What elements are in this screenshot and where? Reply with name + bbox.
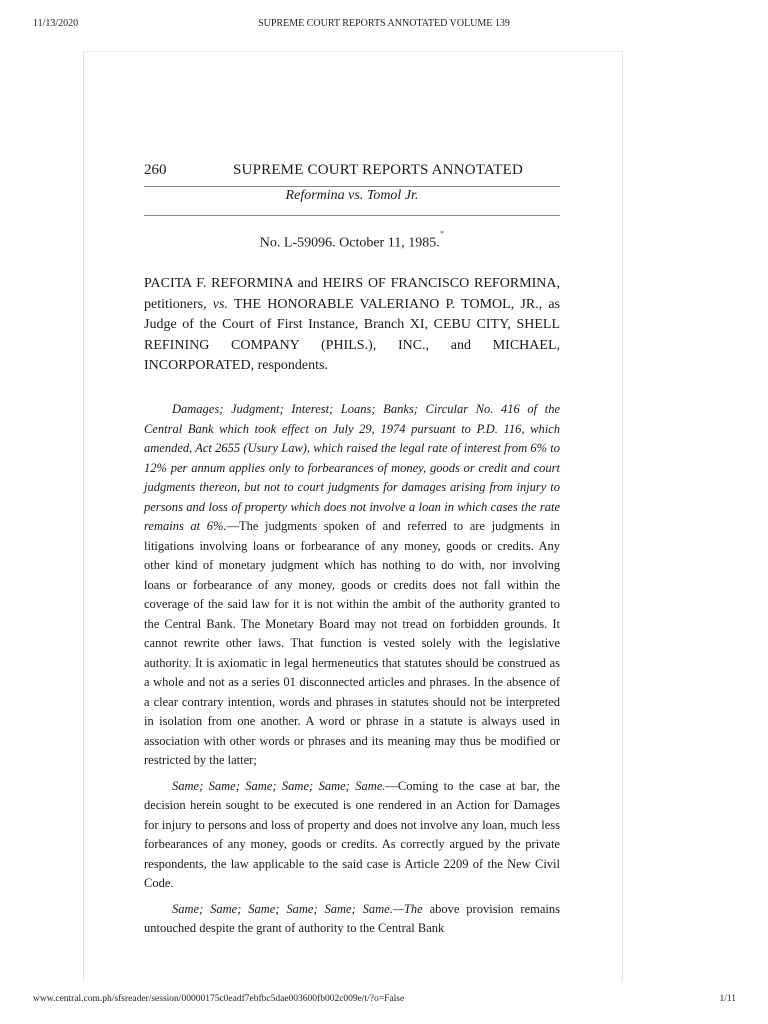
syllabus — [144, 400, 560, 945]
print-date: 11/13/2020 — [33, 18, 79, 29]
syllabus-keywords: Damages; Judgment; Interest; Loans; Banks; Circular No. 416 of the Central Bank which took effect on July 29, 1974 pursuant to P.D. 116, which amended, Act 2655 (Usury Law), which raised the legal rate of interest from 6% to 12% per annum applies only to forbearances of money, goods or credit and court judgments thereon, but not to court judgments for damages arising from injury to persons and loss of property which does not involve a loan in which cases the rate remains at 6%. — [144, 402, 560, 533]
print-page-count: 1/11 — [719, 994, 736, 1004]
print-header-title: SUPREME COURT REPORTS ANNOTATED VOLUME 139 — [258, 18, 510, 29]
syllabus-paragraph — [144, 900, 560, 939]
syllabus-keywords: Same; Same; Same; Same; Same; Same. — [172, 778, 386, 793]
case-short-title: Reformina vs. Tomol Jr. — [285, 188, 419, 203]
case-parties — [144, 274, 560, 377]
print-footer-url: www.central.com.ph/sfsreader/session/00000175c0eadf7ebfbc5dae003600fb002c009e/t/?o=False — [33, 994, 405, 1004]
syllabus-body: above provision remains untouched despite the grant of authority to the Central Bank — [144, 901, 560, 935]
syllabus-paragraph — [144, 400, 560, 771]
versus-text: vs. — [212, 296, 228, 312]
header-rule-top — [144, 186, 560, 187]
docket-text: No. L-59096. October 11, 1985. — [259, 235, 440, 251]
syllabus-paragraph — [144, 777, 560, 894]
petitioners-text: PACITA F. REFORMINA and HEIRS OF FRANCISCO REFORMINA, petitioners, — [144, 276, 560, 312]
respondents-text: THE HONORABLE VALERIANO P. TOMOL, JR., as Judge of the Court of First Instance, Branch XI, CEBU CITY, SHELL REFINING COMPANY (PHILS.), INC., and MICHAEL, INCORPORATED, respondents. — [144, 296, 560, 373]
syllabus-keywords: Same; Same; Same; Same; Same; Same.—The — [172, 901, 423, 916]
docket-line — [144, 229, 560, 252]
page-number: 260 — [144, 162, 167, 178]
syllabus-body: —The judgments spoken of and referred to are judgments in litigations involving loans or forbearance of any money, goods or credits. Any other kind of monetary judgment which has nothing to do with, nor involving loans or forbearance of any money, goods or credits does not fall within the coverage of the said law for it is not within the ambit of the authority granted to the Central Bank. The Monetary Board may not tread on forbidden grounds. It cannot rewrite other laws. That function is vested solely with the legislative authority. It is axiomatic in legal hermeneutics that statutes should be construed as a whole and not as a series 01 disconnected articles and phrases. In the absence of a clear contrary intention, words and phrases in statutes should not be interpreted in isolation from one another. A word or phrase in a statute is always used in association with other words or phrases and its meaning may thus be modified or restricted by the latter; — [144, 519, 560, 767]
syllabus-body: —Coming to the case at bar, the decision herein sought to be executed is one rendered in an Action for Damages for injury to persons and loss of property and does not involve any loan, much less forbearances of any money, goods or credits. As correctly argued by the private respondents, the law applicable to the said case is Article 2209 of the New Civil Code. — [144, 778, 560, 890]
reporter-title: SUPREME COURT REPORTS ANNOTATED — [233, 162, 524, 178]
header-rule-bottom — [144, 215, 560, 216]
running-head — [144, 162, 560, 182]
footnote-link[interactable]: * — [439, 229, 445, 239]
